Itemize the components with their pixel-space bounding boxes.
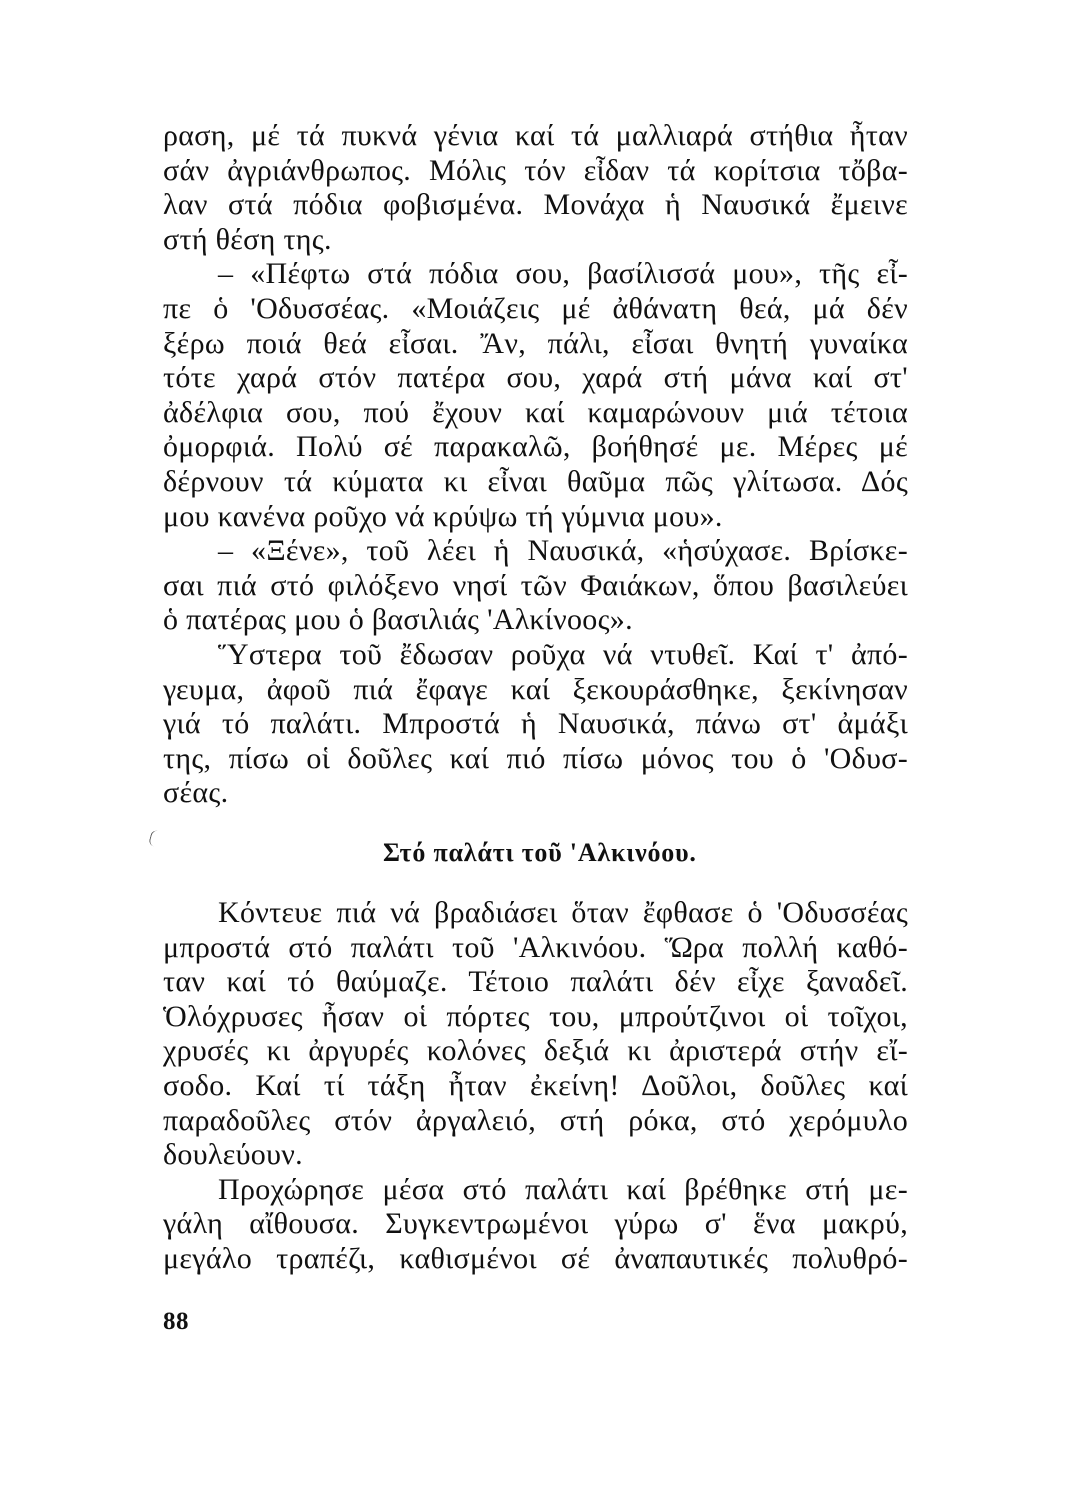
text-line: Ὕστερα τοῦ ἔδωσαν ροῦχα νά ντυθεῖ. Καί τ' ἀπό-: [218, 637, 908, 671]
text-line: σαι πιά στό φιλόξενο νησί τῶν Φαιάκων, ὅπου βασιλεύει: [163, 568, 908, 602]
text-line: ὁ πατέρας μου ὁ βασιλιάς 'Αλκίνοος».: [163, 603, 633, 637]
text-line: μπροστά στό παλάτι τοῦ 'Αλκινόου. Ὥρα πολλή καθό-: [163, 930, 908, 964]
text-line: ξέρω ποιά θεά εἶσαι. Ἄν, πάλι, εἶσαι θνητή γυναίκα: [163, 326, 908, 360]
section-heading: Στό παλάτι τοῦ 'Αλκινόου.: [383, 838, 697, 867]
text-line: Κόντευε πιά νά βραδιάσει ὅταν ἔφθασε ὁ 'Οδυσσέας: [218, 896, 908, 929]
text-line: γιά τό παλάτι. Μπροστά ἡ Ναυσικά, πάνω στ' ἀμάξι: [163, 707, 908, 741]
text-line: τότε χαρά στόν πατέρα σου, χαρά στή μάνα καί στ': [163, 361, 908, 395]
text-line: γάλη αἴθουσα. Συγκεντρωμένοι γύρω σ' ἕνα μακρύ,: [163, 1207, 908, 1241]
text-line: χρυσές κι ἀργυρές κολόνες δεξιά κι ἀριστερά στήν εἴ-: [163, 1034, 908, 1068]
text-line: πε ὁ 'Οδυσσέας. «Μοιάζεις μέ ἀθάνατη θεά, μά δέν: [163, 291, 908, 325]
text-line: ἀδέλφια σου, πού ἔχουν καί καμαρώνουν μιά τέτοια: [163, 395, 908, 429]
text-line: γευμα, ἀφοῦ πιά ἔφαγε καί ξεκουράσθηκε, ξεκίνησαν: [163, 672, 908, 706]
text-line: – «Πέφτω στά πόδια σου, βασίλισσά μου», τῆς εἶ-: [218, 257, 908, 291]
text-line: Ὁλόχρυσες ἦσαν οἱ πόρτες του, μπρούτζινοι οἱ τοῖχοι,: [163, 999, 908, 1033]
text-line: Προχώρησε μέσα στό παλάτι καί βρέθηκε στή με-: [218, 1172, 908, 1206]
text-line: μεγάλο τραπέζι, καθισμένοι σέ ἀναπαυτικές πολυθρό-: [163, 1241, 908, 1275]
text-line: ὀμορφιά. Πολύ σέ παρακαλῶ, βοήθησέ με. Μέρες μέ: [163, 430, 908, 464]
text-line: σάν ἀγριάνθρωπος. Μόλις τόν εἶδαν τά κορίτσια τὄβα-: [163, 153, 908, 187]
text-line: – «Ξένε», τοῦ λέει ἡ Ναυσικά, «ἡσύχασε. Βρίσκε-: [218, 534, 908, 568]
top-text-block: [163, 119, 908, 811]
text-line: μου κανένα ροῦχο νά κρύψω τή γύμνια μου».: [163, 499, 723, 533]
text-line: ταν καί τό θαύμαζε. Τέτοιο παλάτι δέν εἶχε ξαναδεῖ.: [163, 965, 908, 999]
text-line: δέρνουν τά κύματα κι εἶναι θαῦμα πῶς γλίτωσα. Δός: [163, 464, 908, 498]
stray-mark: [148, 829, 159, 846]
text-line: στή θέση της.: [163, 222, 332, 256]
page-number: 88: [163, 1308, 189, 1335]
bottom-text-block: [163, 896, 908, 1277]
text-line: δουλεύουν.: [163, 1138, 303, 1172]
text-line: παραδοῦλες στόν ἀργαλειό, στή ρόκα, στό χερόμυλο: [163, 1103, 908, 1137]
text-line: σοδο. Καί τί τάξη ἦταν ἐκείνη! Δοῦλοι, δοῦλες καί: [163, 1068, 908, 1102]
text-line: σέας.: [163, 776, 229, 810]
text-line: της, πίσω οἱ δοῦλες καί πιό πίσω μόνος του ὁ 'Οδυσ-: [163, 741, 908, 775]
text-line: ραση, μέ τά πυκνά γένια καί τά μαλλιαρά στήθια ἦταν: [163, 119, 908, 152]
text-line: λαν στά πόδια φοβισμένα. Μονάχα ἡ Ναυσικά ἔμεινε: [163, 188, 908, 222]
